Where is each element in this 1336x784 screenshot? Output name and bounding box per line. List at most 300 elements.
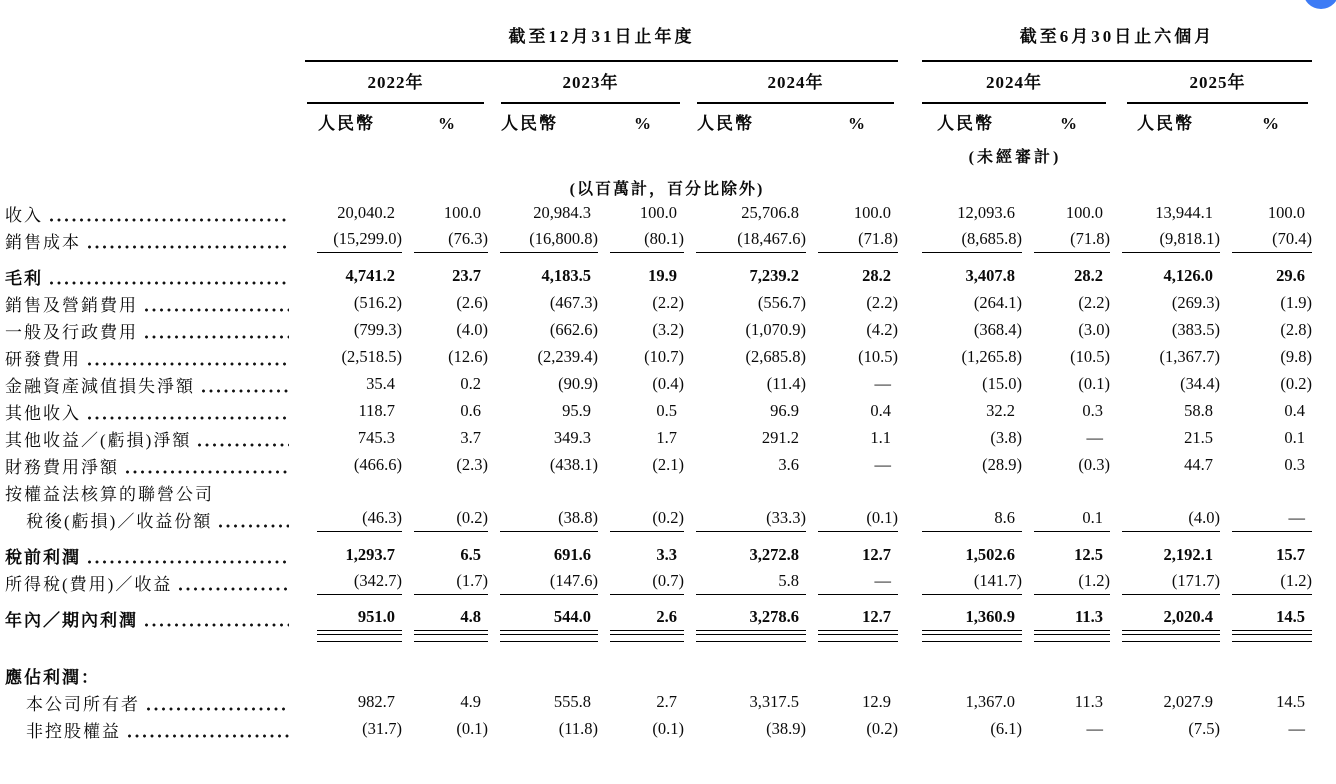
- value-text: (1.7): [456, 571, 488, 590]
- value-cell: [1022, 199, 1110, 226]
- value-cell: [488, 451, 598, 478]
- value-cell: [1220, 397, 1312, 424]
- value-text: 2,020.4: [1163, 607, 1213, 626]
- value-cell: [684, 715, 806, 742]
- value-text: (38.9): [766, 719, 806, 738]
- value-text: (2.2): [866, 293, 898, 312]
- value-text: (466.6): [353, 455, 402, 474]
- table-row: [5, 532, 1312, 568]
- value-cell: [402, 370, 488, 397]
- value-text: 4,183.5: [541, 266, 591, 285]
- value-text: 13,944.1: [1155, 203, 1213, 222]
- value-text: (80.1): [644, 229, 684, 248]
- value-cell: [898, 226, 1022, 253]
- value-text: (799.3): [353, 320, 402, 339]
- table-row: [5, 253, 1312, 289]
- double-rule: [1034, 634, 1110, 642]
- value-cell: [598, 370, 684, 397]
- dot-leader: [145, 335, 289, 339]
- value-text: (662.6): [549, 320, 598, 339]
- row-label-text: 收入: [5, 206, 43, 225]
- value-text: (71.8): [858, 229, 898, 248]
- value-cell: [488, 370, 598, 397]
- value-text: 2.7: [656, 692, 677, 711]
- value-text: (147.6): [549, 571, 598, 590]
- value-text: 3,272.8: [749, 545, 799, 564]
- value-cell: [806, 370, 898, 397]
- value-text: —: [874, 374, 891, 393]
- currency-header: 人民幣: [501, 114, 558, 133]
- double-rule: [818, 634, 898, 642]
- value-cell: [898, 715, 1022, 742]
- value-text: (0.1): [866, 508, 898, 527]
- value-text: 291.2: [761, 428, 799, 447]
- value-cell: [305, 253, 402, 289]
- value-cell: [402, 253, 488, 289]
- value-cell: [806, 289, 898, 316]
- double-rule-row: [5, 631, 1312, 642]
- value-text: 4,126.0: [1163, 266, 1213, 285]
- value-text: 3.7: [460, 428, 481, 447]
- value-text: (1,070.9): [745, 320, 806, 339]
- row-label-text: 一般及行政費用: [5, 323, 138, 342]
- row-label-text: 稅後(虧損)／收益份額: [26, 512, 213, 531]
- value-text: (1.2): [1078, 571, 1110, 590]
- value-cell: [488, 568, 598, 595]
- value-text: (28.9): [982, 455, 1022, 474]
- year-header-2024-interim: 2024年: [922, 62, 1106, 104]
- value-text: 0.3: [1284, 455, 1305, 474]
- value-cell: [1220, 688, 1312, 715]
- value-cell: [1022, 397, 1110, 424]
- value-cell: [1220, 253, 1312, 289]
- value-cell: [402, 289, 488, 316]
- value-cell: [1022, 595, 1110, 631]
- value-cell: [1110, 715, 1220, 742]
- value-text: 0.2: [460, 374, 481, 393]
- value-cell: [898, 343, 1022, 370]
- value-text: 951.0: [357, 607, 395, 626]
- value-cell: [684, 370, 806, 397]
- value-cell: [305, 289, 402, 316]
- value-cell: [1220, 199, 1312, 226]
- row-label-text: 其他收益／(虧損)淨額: [5, 431, 192, 450]
- value-text: 691.6: [553, 545, 591, 564]
- row-label-text: 按權益法核算的聯營公司: [5, 485, 214, 504]
- value-cell: [684, 424, 806, 451]
- value-cell: [1220, 532, 1312, 568]
- value-text: 1.7: [656, 428, 677, 447]
- dot-leader: [88, 362, 289, 366]
- dot-leader: [147, 707, 289, 711]
- value-text: 4.8: [460, 607, 481, 626]
- percent-header: %: [848, 114, 865, 133]
- value-text: (264.1): [973, 293, 1022, 312]
- value-cell: [598, 424, 684, 451]
- value-cell: [598, 289, 684, 316]
- value-cell: [1022, 451, 1110, 478]
- value-text: 2,027.9: [1163, 692, 1213, 711]
- value-text: (0.2): [866, 719, 898, 738]
- row-label-text: 銷售成本: [5, 233, 81, 252]
- value-text: (31.7): [362, 719, 402, 738]
- row-label: [5, 568, 305, 595]
- row-label-text: 毛利: [5, 269, 43, 288]
- value-text: (0.1): [456, 719, 488, 738]
- value-text: 11.3: [1075, 607, 1103, 626]
- currency-header: 人民幣: [1137, 114, 1194, 133]
- value-text: 1,360.9: [965, 607, 1015, 626]
- value-text: (9,818.1): [1159, 229, 1220, 248]
- value-text: (46.3): [362, 508, 402, 527]
- value-text: (11.4): [766, 374, 806, 393]
- value-cell: [305, 370, 402, 397]
- value-cell: [598, 688, 684, 715]
- value-cell: [806, 424, 898, 451]
- value-text: 982.7: [357, 692, 395, 711]
- value-text: 25,706.8: [741, 203, 799, 222]
- row-label: [5, 505, 305, 532]
- value-cell: [1110, 532, 1220, 568]
- row-label-text: 銷售及營銷費用: [5, 296, 138, 315]
- table-row: [5, 505, 1312, 532]
- value-cell: [488, 289, 598, 316]
- value-cell: [1220, 316, 1312, 343]
- value-text: —: [874, 571, 891, 590]
- value-cell: [684, 532, 806, 568]
- value-text: (0.4): [652, 374, 684, 393]
- value-cell: [488, 715, 598, 742]
- dot-leader: [145, 308, 289, 312]
- table-row: [5, 568, 1312, 595]
- dot-leader: [126, 470, 289, 474]
- value-cell: [1110, 688, 1220, 715]
- table-row: [5, 642, 1312, 688]
- value-cell: [305, 316, 402, 343]
- row-label-text: 年內／期內利潤: [5, 611, 138, 630]
- value-text: 544.0: [553, 607, 591, 626]
- value-text: (4.0): [456, 320, 488, 339]
- value-cell: [598, 343, 684, 370]
- value-cell: [598, 568, 684, 595]
- dot-leader: [219, 524, 289, 528]
- value-cell: [684, 688, 806, 715]
- value-cell: [598, 397, 684, 424]
- value-text: (2,685.8): [745, 347, 806, 366]
- empty-cell: [305, 642, 1312, 688]
- table-row: [5, 715, 1312, 742]
- value-cell: [402, 532, 488, 568]
- double-rule: [922, 634, 1022, 642]
- percent-header: %: [1060, 114, 1077, 133]
- value-text: 100.0: [443, 203, 481, 222]
- value-cell: [402, 451, 488, 478]
- value-text: 35.4: [366, 374, 395, 393]
- value-cell: [1110, 370, 1220, 397]
- value-cell: [1110, 316, 1220, 343]
- value-text: 28.2: [1074, 266, 1103, 285]
- value-cell: [305, 532, 402, 568]
- value-text: (1.9): [1280, 293, 1312, 312]
- value-text: 0.4: [870, 401, 891, 420]
- dot-leader: [88, 560, 289, 564]
- value-text: 3.6: [778, 455, 799, 474]
- value-cell: [1022, 343, 1110, 370]
- value-text: (34.4): [1180, 374, 1220, 393]
- value-cell: [402, 688, 488, 715]
- value-cell: [806, 532, 898, 568]
- value-cell: [598, 505, 684, 532]
- value-text: (2.6): [456, 293, 488, 312]
- value-cell: [488, 253, 598, 289]
- value-text: (383.5): [1171, 320, 1220, 339]
- value-cell: [806, 316, 898, 343]
- value-cell: [402, 424, 488, 451]
- value-cell: [684, 451, 806, 478]
- value-cell: [305, 568, 402, 595]
- value-text: (141.7): [973, 571, 1022, 590]
- value-cell: [1220, 505, 1312, 532]
- value-text: —: [1288, 719, 1305, 738]
- value-text: (15.0): [982, 374, 1022, 393]
- value-text: (2.8): [1280, 320, 1312, 339]
- value-cell: [488, 688, 598, 715]
- year-row: [5, 62, 1312, 104]
- value-cell: [1220, 424, 1312, 451]
- value-cell: [402, 199, 488, 226]
- value-cell: [488, 199, 598, 226]
- percent-header: %: [634, 114, 651, 133]
- row-label: [5, 226, 305, 253]
- value-cell: [598, 451, 684, 478]
- value-cell: [898, 253, 1022, 289]
- value-text: (4.2): [866, 320, 898, 339]
- value-text: 19.9: [648, 266, 677, 285]
- value-text: (3.0): [1078, 320, 1110, 339]
- table-row: [5, 424, 1312, 451]
- value-cell: [898, 595, 1022, 631]
- value-cell: [1022, 226, 1110, 253]
- value-text: 3,278.6: [749, 607, 799, 626]
- double-rule: [500, 634, 598, 642]
- value-text: 3.3: [656, 545, 677, 564]
- value-text: 2.6: [656, 607, 677, 626]
- value-cell: [1220, 226, 1312, 253]
- value-cell: [1022, 253, 1110, 289]
- table-row: [5, 316, 1312, 343]
- value-text: (1,367.7): [1159, 347, 1220, 366]
- value-cell: [402, 505, 488, 532]
- value-cell: [488, 532, 598, 568]
- dot-leader: [88, 416, 289, 420]
- value-text: (3.2): [652, 320, 684, 339]
- value-cell: [1220, 568, 1312, 595]
- value-text: (18,467.6): [737, 229, 806, 248]
- value-cell: [402, 343, 488, 370]
- double-rule: [610, 634, 684, 642]
- table-row: [5, 226, 1312, 253]
- value-cell: [1220, 595, 1312, 631]
- value-cell: [305, 595, 402, 631]
- value-text: 44.7: [1184, 455, 1213, 474]
- value-text: —: [1086, 719, 1103, 738]
- row-label: [5, 199, 305, 226]
- value-cell: [598, 199, 684, 226]
- floating-button[interactable]: [1303, 0, 1336, 9]
- dot-leader: [179, 587, 289, 591]
- value-text: (9.8): [1280, 347, 1312, 366]
- value-cell: [402, 397, 488, 424]
- value-text: —: [1086, 428, 1103, 447]
- table-row: [5, 289, 1312, 316]
- value-text: 100.0: [1267, 203, 1305, 222]
- value-cell: [598, 226, 684, 253]
- value-text: 7,239.2: [749, 266, 799, 285]
- value-text: (269.3): [1171, 293, 1220, 312]
- row-label: [5, 289, 305, 316]
- value-cell: [1110, 397, 1220, 424]
- row-label-text: 財務費用淨額: [5, 458, 119, 477]
- value-text: (2,518.5): [341, 347, 402, 366]
- value-cell: [1022, 532, 1110, 568]
- value-text: —: [1288, 508, 1305, 527]
- table-row: [5, 397, 1312, 424]
- table-row: [5, 478, 1312, 505]
- value-cell: [898, 568, 1022, 595]
- value-text: 0.1: [1082, 508, 1103, 527]
- value-cell: [1110, 343, 1220, 370]
- dot-leader: [198, 443, 289, 447]
- value-cell: [1220, 715, 1312, 742]
- value-cell: [598, 316, 684, 343]
- currency-header: 人民幣: [318, 114, 375, 133]
- period-group-interim: 截至6月30日止六個月: [922, 22, 1312, 62]
- value-text: 15.7: [1276, 545, 1305, 564]
- value-text: (3.8): [990, 428, 1022, 447]
- unit-row: [5, 104, 1312, 134]
- percent-header: %: [438, 114, 455, 133]
- value-cell: [898, 397, 1022, 424]
- value-text: 1,502.6: [965, 545, 1015, 564]
- value-text: 95.9: [562, 401, 591, 420]
- value-text: 20,040.2: [337, 203, 395, 222]
- row-label-text: 非控股權益: [26, 722, 121, 741]
- value-cell: [684, 343, 806, 370]
- row-label-text: 稅前利潤: [5, 548, 81, 567]
- value-cell: [488, 424, 598, 451]
- value-text: 20,984.3: [533, 203, 591, 222]
- value-cell: [898, 505, 1022, 532]
- year-header-2024: 2024年: [697, 62, 894, 104]
- value-cell: [806, 715, 898, 742]
- value-cell: [1220, 289, 1312, 316]
- value-text: (516.2): [353, 293, 402, 312]
- value-text: 100.0: [1065, 203, 1103, 222]
- row-label: [5, 715, 305, 742]
- value-cell: [898, 316, 1022, 343]
- value-text: 8.6: [994, 508, 1015, 527]
- dot-leader: [145, 623, 289, 627]
- value-text: (10.7): [644, 347, 684, 366]
- value-cell: [402, 715, 488, 742]
- value-cell: [1110, 226, 1220, 253]
- row-label: [5, 424, 305, 451]
- value-text: 6.5: [460, 545, 481, 564]
- value-cell: [1110, 505, 1220, 532]
- value-cell: [806, 397, 898, 424]
- value-text: 1,367.0: [965, 692, 1015, 711]
- value-cell: [898, 424, 1022, 451]
- label-column-header: [5, 22, 305, 62]
- currency-header: 人民幣: [697, 114, 754, 133]
- value-cell: [1022, 568, 1110, 595]
- value-text: (2.2): [1078, 293, 1110, 312]
- value-cell: [402, 226, 488, 253]
- value-cell: [898, 370, 1022, 397]
- value-text: 28.2: [862, 266, 891, 285]
- value-text: (76.3): [448, 229, 488, 248]
- value-cell: [488, 343, 598, 370]
- row-label: [5, 451, 305, 478]
- value-text: 4.9: [460, 692, 481, 711]
- row-label-text: 所得稅(費用)／收益: [5, 575, 173, 594]
- value-cell: [598, 715, 684, 742]
- row-label: [5, 642, 305, 688]
- table-row: [5, 370, 1312, 397]
- row-label-text: 其他收入: [5, 404, 81, 423]
- value-text: (4.0): [1188, 508, 1220, 527]
- row-label: [5, 532, 305, 568]
- value-cell: [684, 199, 806, 226]
- value-text: (71.8): [1070, 229, 1110, 248]
- value-text: (10.5): [858, 347, 898, 366]
- row-label: [5, 343, 305, 370]
- value-cell: [1220, 451, 1312, 478]
- value-cell: [402, 316, 488, 343]
- value-cell: [1110, 595, 1220, 631]
- value-cell: [684, 568, 806, 595]
- row-label: [5, 595, 305, 631]
- double-rule: [317, 634, 402, 642]
- row-label-text: 應佔利潤：: [5, 668, 100, 687]
- dot-leader: [50, 218, 289, 222]
- value-cell: [1110, 199, 1220, 226]
- period-group-row: [5, 22, 1312, 62]
- dot-leader: [128, 734, 289, 738]
- value-text: (90.9): [558, 374, 598, 393]
- value-text: (1,265.8): [961, 347, 1022, 366]
- value-cell: [305, 424, 402, 451]
- value-text: 11.3: [1074, 692, 1103, 711]
- value-text: 4,741.2: [345, 266, 395, 285]
- year-header-2022: 2022年: [307, 62, 484, 104]
- value-text: (11.8): [558, 719, 598, 738]
- value-text: 3,317.5: [749, 692, 799, 711]
- value-cell: [305, 226, 402, 253]
- value-text: 0.5: [656, 401, 677, 420]
- value-text: 555.8: [553, 692, 591, 711]
- value-text: 0.4: [1284, 401, 1305, 420]
- value-cell: [402, 595, 488, 631]
- value-cell: [305, 451, 402, 478]
- percent-header: %: [1262, 114, 1279, 133]
- value-cell: [806, 253, 898, 289]
- table-body: [5, 199, 1312, 742]
- row-label: [5, 253, 305, 289]
- value-cell: [898, 199, 1022, 226]
- value-text: 12.5: [1074, 545, 1103, 564]
- value-cell: [598, 253, 684, 289]
